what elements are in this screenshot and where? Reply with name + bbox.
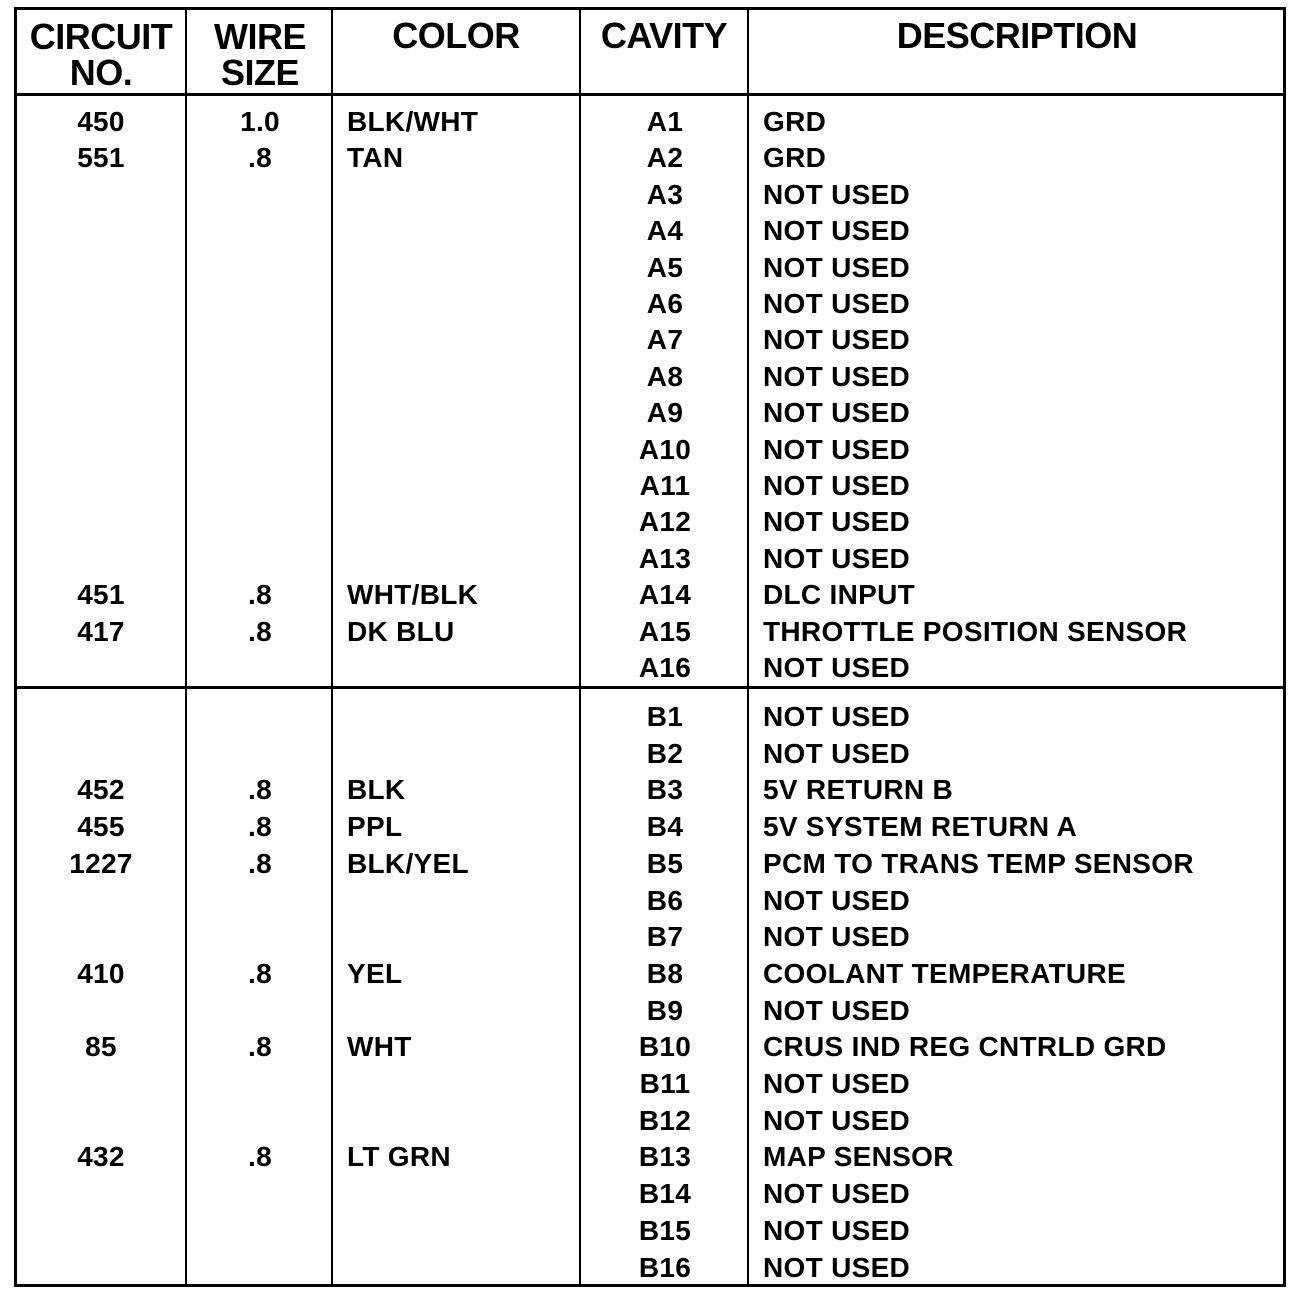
description-cell: CRUS IND REG CNTRLD GRD	[763, 1031, 1167, 1063]
table-row	[17, 395, 1283, 431]
table-row	[17, 577, 1283, 613]
description-cell: NOT USED	[763, 324, 911, 356]
description-cell: NOT USED	[763, 1068, 911, 1099]
cavity-cell: B15	[638, 1214, 692, 1246]
description-cell: NOT USED	[763, 288, 911, 319]
description-cell: GRD	[763, 106, 827, 137]
wire-size-cell: .8	[248, 847, 272, 879]
wire-size-cell: .8	[248, 1141, 272, 1173]
cavity-cell: B5	[646, 847, 684, 879]
cavity-cell: A2	[646, 142, 684, 174]
table-row	[17, 213, 1283, 249]
table-row	[17, 504, 1283, 540]
cavity-cell: A9	[646, 397, 684, 429]
description-cell: THROTTLE POSITION SENSOR	[763, 615, 1188, 647]
description-cell: NOT USED	[763, 360, 911, 392]
table-row	[17, 432, 1283, 468]
description-cell: NOT USED	[763, 251, 911, 283]
description-cell: NOT USED	[763, 542, 911, 574]
description-cell: NOT USED	[763, 506, 911, 538]
wire-size-cell: .8	[248, 579, 272, 611]
cavity-cell: A1	[646, 106, 684, 137]
table-row	[17, 468, 1283, 504]
description-cell: NOT USED	[763, 178, 911, 210]
header-cavity: CAVITY	[600, 15, 728, 56]
table-row	[17, 772, 1283, 808]
circuit-no-cell: 452	[77, 774, 125, 806]
description-cell: 5V RETURN B	[763, 774, 953, 806]
table-row	[17, 846, 1283, 882]
description-cell: NOT USED	[763, 397, 911, 429]
header-divider	[17, 93, 1283, 96]
circuit-no-cell: 410	[77, 957, 125, 989]
description-cell: NOT USED	[763, 884, 911, 916]
cavity-cell: A11	[639, 470, 691, 501]
table-row	[17, 1176, 1283, 1212]
table-row	[17, 1066, 1283, 1102]
cavity-cell: A8	[646, 360, 684, 392]
cavity-cell: A4	[646, 215, 684, 247]
cavity-cell: B7	[646, 921, 684, 953]
cavity-cell: B6	[646, 884, 684, 916]
description-cell: MAP SENSOR	[763, 1141, 954, 1173]
circuit-no-cell: 451	[77, 579, 125, 611]
cavity-cell: A14	[638, 579, 692, 611]
header-wire-size	[187, 16, 333, 93]
cavity-cell: A13	[638, 542, 692, 574]
table-row	[17, 650, 1283, 686]
description-cell: DLC INPUT	[763, 579, 916, 611]
description-cell: NOT USED	[763, 1178, 911, 1210]
color-cell: BLK/YEL	[347, 847, 469, 879]
connector-pinout-table	[14, 7, 1286, 1287]
cavity-cell: B8	[646, 957, 684, 989]
table-row	[17, 250, 1283, 286]
table-row	[17, 883, 1283, 919]
circuit-no-cell: 85	[85, 1031, 117, 1063]
table-row	[17, 177, 1283, 213]
cavity-cell: B4	[646, 811, 684, 843]
header-wire-line2: SIZE	[220, 52, 299, 93]
cavity-cell: A3	[646, 178, 684, 210]
cavity-cell: A15	[638, 615, 692, 647]
table-row	[17, 614, 1283, 650]
cavity-cell: A12	[638, 506, 692, 538]
table-row	[17, 359, 1283, 395]
circuit-no-cell: 450	[77, 106, 125, 137]
description-cell: NOT USED	[763, 737, 911, 769]
description-cell: NOT USED	[763, 433, 911, 465]
table-row	[17, 286, 1283, 322]
color-cell: BLK/WHT	[347, 106, 479, 137]
wire-size-cell: .8	[248, 142, 272, 174]
color-cell: LT GRN	[347, 1141, 451, 1173]
description-cell: GRD	[763, 142, 827, 174]
cavity-cell: B13	[638, 1141, 692, 1173]
description-cell: NOT USED	[763, 701, 911, 732]
table-row	[17, 322, 1283, 358]
table-row	[17, 1029, 1283, 1065]
cavity-cell: A7	[646, 324, 684, 356]
circuit-no-cell: 455	[77, 811, 125, 843]
cavity-cell: A10	[638, 433, 692, 465]
cavity-cell: A16	[638, 652, 692, 683]
table-row	[17, 1250, 1283, 1286]
description-cell: 5V SYSTEM RETURN A	[763, 811, 1077, 843]
cavity-cell: B12	[638, 1104, 692, 1136]
header-circuit-line1: CIRCUIT	[29, 16, 173, 57]
color-cell: BLK	[347, 774, 406, 806]
wire-size-cell: .8	[248, 774, 272, 806]
description-cell: NOT USED	[763, 652, 911, 683]
table-row	[17, 993, 1283, 1029]
table-row	[17, 104, 1283, 140]
cavity-cell: B9	[646, 994, 684, 1026]
description-cell: COOLANT TEMPERATURE	[763, 957, 1126, 989]
description-cell: NOT USED	[763, 921, 911, 953]
circuit-no-cell: 417	[77, 615, 125, 647]
table-row	[17, 1213, 1283, 1249]
color-cell: WHT	[347, 1031, 412, 1063]
wire-size-cell: .8	[248, 615, 272, 647]
table-row	[17, 736, 1283, 772]
color-cell: DK BLU	[347, 615, 455, 647]
header-description: DESCRIPTION	[896, 15, 1138, 56]
cavity-cell: B10	[638, 1031, 692, 1063]
section-divider	[17, 686, 1283, 689]
description-cell: NOT USED	[763, 1251, 911, 1283]
cavity-cell: B16	[638, 1251, 692, 1283]
cavity-cell: A6	[646, 288, 684, 319]
description-cell: NOT USED	[763, 1214, 911, 1246]
description-cell: NOT USED	[763, 994, 911, 1026]
description-cell: NOT USED	[763, 215, 911, 247]
description-cell: NOT USED	[763, 470, 911, 501]
cavity-cell: A5	[646, 251, 684, 283]
header-color: COLOR	[392, 15, 520, 56]
wire-size-cell: .8	[248, 811, 272, 843]
color-cell: TAN	[347, 142, 404, 174]
cavity-cell: B3	[646, 774, 684, 806]
header-wire-line1: WIRE	[214, 16, 306, 57]
header-circuit-line2: NO.	[69, 52, 133, 93]
table-row	[17, 809, 1283, 845]
cavity-cell: B11	[639, 1068, 691, 1099]
cavity-cell: B14	[638, 1178, 692, 1210]
wire-size-cell: .8	[248, 1031, 272, 1063]
description-cell: PCM TO TRANS TEMP SENSOR	[763, 847, 1194, 879]
circuit-no-cell: 432	[77, 1141, 125, 1173]
circuit-no-cell: 551	[77, 142, 125, 174]
table-row	[17, 1103, 1283, 1139]
color-cell: YEL	[347, 957, 403, 989]
table-row	[17, 699, 1283, 735]
color-cell: WHT/BLK	[347, 579, 479, 611]
cavity-cell: B2	[646, 737, 684, 769]
table-row	[17, 956, 1283, 992]
cavity-cell: B1	[646, 701, 684, 732]
table-row	[17, 919, 1283, 955]
circuit-no-cell: 1227	[69, 847, 133, 879]
header-circuit-no	[17, 16, 185, 93]
color-cell: PPL	[347, 811, 403, 843]
table-row	[17, 541, 1283, 577]
wire-size-cell: 1.0	[240, 106, 280, 137]
table-row	[17, 140, 1283, 176]
wire-size-cell: .8	[248, 957, 272, 989]
description-cell: NOT USED	[763, 1104, 911, 1136]
table-row	[17, 1139, 1283, 1175]
